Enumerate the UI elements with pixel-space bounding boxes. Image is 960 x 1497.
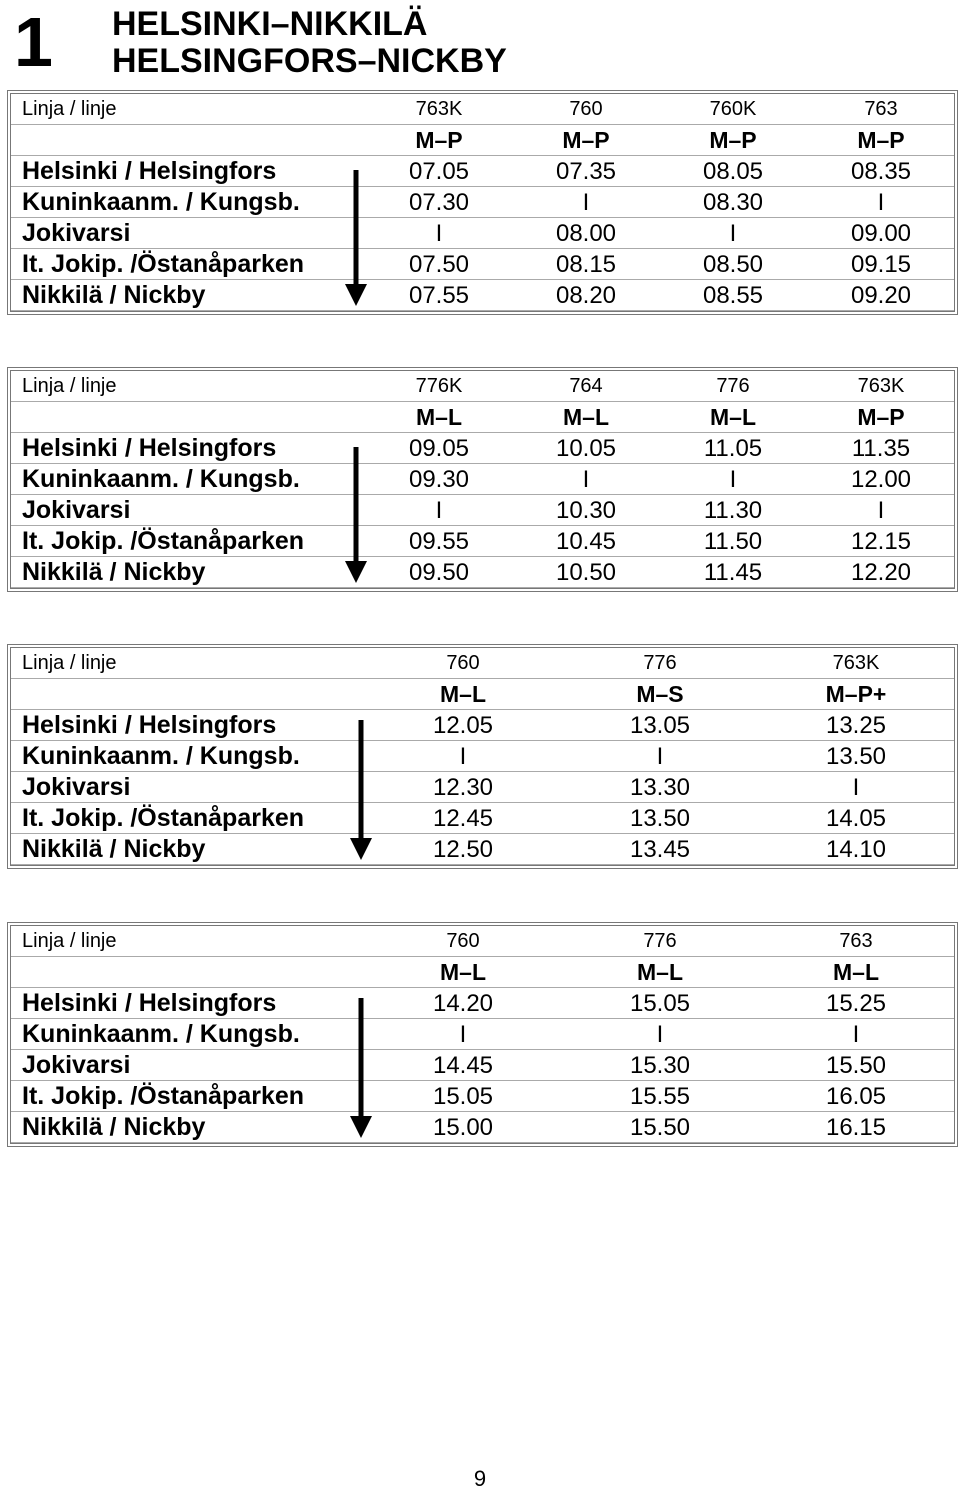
stop-name: Helsinki / Helsingfors bbox=[22, 434, 277, 462]
departure-time: 08.20 bbox=[555, 282, 617, 309]
departure-time: 15.25 bbox=[825, 990, 887, 1017]
operating-days: M–L bbox=[440, 959, 486, 985]
line-row bbox=[11, 94, 954, 125]
departure-time: I bbox=[435, 497, 443, 524]
departure-time: 09.55 bbox=[408, 528, 470, 555]
departure-time: 09.50 bbox=[408, 559, 470, 586]
route-title-sv: HELSINGFORS–NICKBY bbox=[112, 42, 507, 80]
line-number: 776 bbox=[643, 930, 677, 952]
line-number: 760 bbox=[446, 652, 480, 674]
departure-time: 11.30 bbox=[703, 497, 763, 524]
stop-name: Nikkilä / Nickby bbox=[22, 558, 206, 586]
operating-days: M–P+ bbox=[825, 681, 887, 707]
stop-name: Nikkilä / Nickby bbox=[22, 281, 206, 309]
departure-time: 13.05 bbox=[629, 712, 691, 739]
stop-row bbox=[11, 249, 954, 280]
stop-row bbox=[11, 772, 954, 803]
operating-days: M–L bbox=[637, 959, 683, 985]
departure-time: 11.50 bbox=[703, 528, 763, 555]
departure-time: 10.05 bbox=[555, 435, 617, 462]
stop-name: Kuninkaanm. / Kungsb. bbox=[22, 742, 300, 770]
line-number: 760 bbox=[569, 98, 603, 120]
stop-name: Jokivarsi bbox=[22, 219, 131, 247]
stop-row bbox=[11, 218, 954, 249]
days-row bbox=[11, 125, 954, 156]
line-number: 763 bbox=[864, 98, 898, 120]
stop-name: Kuninkaanm. / Kungsb. bbox=[22, 1020, 300, 1048]
page-number: 9 bbox=[473, 1466, 487, 1491]
departure-time: 09.20 bbox=[850, 282, 912, 309]
departure-time: I bbox=[459, 743, 467, 770]
departure-time: 14.05 bbox=[825, 805, 887, 832]
timetable-3 bbox=[7, 644, 958, 869]
stop-row bbox=[11, 1112, 954, 1143]
departure-time: 12.30 bbox=[432, 774, 494, 801]
line-label: Linja / linje bbox=[22, 652, 117, 674]
stop-row bbox=[11, 1050, 954, 1081]
departure-time: 09.05 bbox=[408, 435, 470, 462]
stop-name: Nikkilä / Nickby bbox=[22, 1113, 206, 1141]
line-number: 760K bbox=[709, 98, 757, 120]
departure-time: 12.45 bbox=[432, 805, 494, 832]
operating-days: M–L bbox=[710, 404, 756, 430]
departure-time: 15.05 bbox=[432, 1083, 494, 1110]
operating-days: M–L bbox=[833, 959, 879, 985]
operating-days: M–L bbox=[563, 404, 609, 430]
line-label: Linja / linje bbox=[22, 375, 117, 397]
departure-time: 07.30 bbox=[408, 189, 470, 216]
stop-name: Helsinki / Helsingfors bbox=[22, 711, 277, 739]
operating-days: M–P bbox=[709, 127, 757, 153]
operating-days: M–P bbox=[857, 127, 905, 153]
departure-time: 16.15 bbox=[825, 1114, 887, 1141]
line-number: 763K bbox=[857, 375, 905, 397]
line-row bbox=[11, 648, 954, 679]
departure-time: 11.05 bbox=[703, 435, 763, 462]
line-number: 776K bbox=[415, 375, 463, 397]
stop-name: Helsinki / Helsingfors bbox=[22, 157, 277, 185]
departure-time: 16.05 bbox=[825, 1083, 887, 1110]
line-number: 776 bbox=[643, 652, 677, 674]
departure-time: 10.30 bbox=[555, 497, 617, 524]
departure-time: 13.30 bbox=[629, 774, 691, 801]
departure-time: 14.20 bbox=[432, 990, 494, 1017]
departure-time: 15.50 bbox=[825, 1052, 887, 1079]
line-row bbox=[11, 371, 954, 402]
stop-row bbox=[11, 187, 954, 218]
stop-name: Jokivarsi bbox=[22, 496, 131, 524]
stop-row bbox=[11, 988, 954, 1019]
days-row bbox=[11, 679, 954, 710]
departure-time: 12.15 bbox=[850, 528, 912, 555]
departure-time: 09.15 bbox=[850, 251, 912, 278]
operating-days: M–L bbox=[440, 681, 486, 707]
departure-time: I bbox=[435, 220, 443, 247]
stop-name: Kuninkaanm. / Kungsb. bbox=[22, 465, 300, 493]
stop-row bbox=[11, 557, 954, 588]
line-number: 763K bbox=[832, 652, 880, 674]
departure-time: 12.00 bbox=[850, 466, 912, 493]
departure-time: 15.00 bbox=[432, 1114, 494, 1141]
operating-days: M–P bbox=[415, 127, 463, 153]
departure-time: 15.55 bbox=[629, 1083, 691, 1110]
line-number: 763K bbox=[415, 98, 463, 120]
departure-time: 15.50 bbox=[629, 1114, 691, 1141]
line-label: Linja / linje bbox=[22, 930, 117, 952]
departure-time: I bbox=[656, 743, 664, 770]
stop-row bbox=[11, 834, 954, 865]
departure-time: 13.45 bbox=[629, 836, 691, 863]
departure-time: 12.50 bbox=[432, 836, 494, 863]
departure-time: 12.05 bbox=[432, 712, 494, 739]
departure-time: 09.00 bbox=[850, 220, 912, 247]
departure-time: I bbox=[656, 1021, 664, 1048]
days-row bbox=[11, 957, 954, 988]
stop-name: It. Jokip. /Östanåparken bbox=[22, 1082, 305, 1110]
departure-time: 15.30 bbox=[629, 1052, 691, 1079]
stop-name: It. Jokip. /Östanåparken bbox=[22, 804, 305, 832]
departure-time: I bbox=[877, 189, 885, 216]
stop-name: Nikkilä / Nickby bbox=[22, 835, 206, 863]
route-title bbox=[112, 6, 507, 80]
stop-row bbox=[11, 803, 954, 834]
days-row bbox=[11, 402, 954, 433]
departure-time: 08.30 bbox=[702, 189, 764, 216]
departure-time: 14.45 bbox=[432, 1052, 494, 1079]
stop-row bbox=[11, 464, 954, 495]
timetable-1 bbox=[7, 90, 958, 315]
departure-time: 08.55 bbox=[702, 282, 764, 309]
stop-row bbox=[11, 433, 954, 464]
route-number: 1 bbox=[14, 3, 53, 81]
departure-time: 13.50 bbox=[825, 743, 887, 770]
departure-time: 10.45 bbox=[555, 528, 617, 555]
departure-time: 08.00 bbox=[555, 220, 617, 247]
operating-days: M–L bbox=[416, 404, 462, 430]
departure-time: I bbox=[582, 466, 590, 493]
departure-time: 15.05 bbox=[629, 990, 691, 1017]
line-label: Linja / linje bbox=[22, 98, 117, 120]
line-number: 776 bbox=[716, 375, 750, 397]
operating-days: M–P bbox=[562, 127, 610, 153]
departure-time: 08.05 bbox=[702, 158, 764, 185]
stop-name: Jokivarsi bbox=[22, 773, 131, 801]
operating-days: M–P bbox=[857, 404, 905, 430]
departure-time: 13.50 bbox=[629, 805, 691, 832]
departure-time: 07.55 bbox=[408, 282, 470, 309]
operating-days: M–S bbox=[636, 681, 684, 707]
stop-name: Kuninkaanm. / Kungsb. bbox=[22, 188, 300, 216]
line-number: 760 bbox=[446, 930, 480, 952]
departure-time: 10.50 bbox=[555, 559, 617, 586]
departure-time: 12.20 bbox=[850, 559, 912, 586]
departure-time: I bbox=[729, 466, 737, 493]
departure-time: 07.35 bbox=[555, 158, 617, 185]
departure-time: 07.05 bbox=[408, 158, 470, 185]
stop-name: It. Jokip. /Östanåparken bbox=[22, 250, 305, 278]
departure-time: I bbox=[729, 220, 737, 247]
departure-time: I bbox=[459, 1021, 467, 1048]
departure-time: I bbox=[852, 774, 860, 801]
departure-time: 08.35 bbox=[850, 158, 912, 185]
departure-time: 09.30 bbox=[408, 466, 470, 493]
departure-time: 08.15 bbox=[555, 251, 617, 278]
departure-time: 07.50 bbox=[408, 251, 470, 278]
line-number: 763 bbox=[839, 930, 873, 952]
departure-time: 14.10 bbox=[825, 836, 887, 863]
timetable-2 bbox=[7, 367, 958, 592]
stop-name: Helsinki / Helsingfors bbox=[22, 989, 277, 1017]
stop-name: It. Jokip. /Östanåparken bbox=[22, 527, 305, 555]
stop-row bbox=[11, 280, 954, 311]
stop-row bbox=[11, 495, 954, 526]
timetable-4 bbox=[7, 922, 958, 1147]
departure-time: I bbox=[852, 1021, 860, 1048]
stop-name: Jokivarsi bbox=[22, 1051, 131, 1079]
stop-row bbox=[11, 710, 954, 741]
stop-row bbox=[11, 1081, 954, 1112]
departure-time: I bbox=[582, 189, 590, 216]
line-row bbox=[11, 926, 954, 957]
departure-time: 11.35 bbox=[851, 435, 911, 462]
line-number: 764 bbox=[569, 375, 603, 397]
departure-time: 13.25 bbox=[825, 712, 887, 739]
departure-time: 11.45 bbox=[703, 559, 763, 586]
route-title-fi: HELSINKI–NIKKILÄ bbox=[112, 5, 428, 43]
stop-row bbox=[11, 156, 954, 187]
departure-time: 08.50 bbox=[702, 251, 764, 278]
departure-time: I bbox=[877, 497, 885, 524]
stop-row bbox=[11, 741, 954, 772]
stop-row bbox=[11, 1019, 954, 1050]
stop-row bbox=[11, 526, 954, 557]
